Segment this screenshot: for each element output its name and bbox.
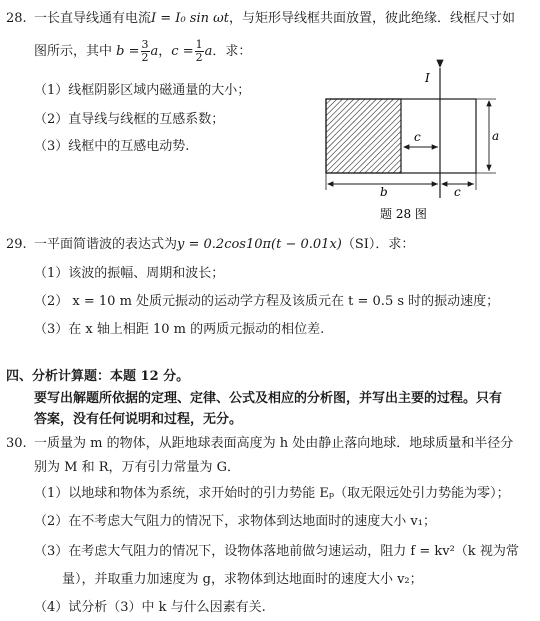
q28-number: 28. [6, 11, 27, 26]
q28-stem-text: 一长直导线通有电流 [34, 11, 152, 26]
q29-item-2: （2） x = 10 m 处质元振动的运动学方程及该质元在 t = 0.5 s 时的振动速度； [34, 294, 500, 309]
q30-stem-line1: 一质量为 m 的物体，从距地球表面高度为 h 处由静止落向地球．地球质量和半径分 [34, 436, 514, 451]
figure-caption: 题 28 图 [380, 207, 427, 221]
label-c-inner: c [414, 130, 421, 144]
c-rhs: a [204, 44, 213, 59]
section4-instruction-2: 答案，没有任何说明和过程，无分。 [34, 412, 243, 427]
c-lhs: c = [171, 44, 194, 59]
c-denominator: 2 [195, 51, 203, 64]
label-I: I [425, 71, 430, 85]
q28-current-formula: I = I₀ sin ωt [151, 11, 229, 26]
q30-item-1: （1）以地球和物体为系统，求开始时的引力势能 Eₚ（取无限远处引力势能为零）； [34, 486, 510, 501]
q29-formula: y = 0.2cos10π(t − 0.01x) [177, 237, 342, 252]
label-a: a [492, 129, 500, 143]
section4-instruction-1: 要写出解题所依据的定理、定律、公式及相应的分析图，并写出主要的过程。只有 [34, 391, 503, 406]
b-denominator: 2 [141, 51, 149, 64]
q30-stem-line2: 别为 M 和 R，万有引力常量为 G． [34, 460, 241, 475]
q28-stem-text-2: ，与矩形导线框共面放置，彼此绝缘．线框尺寸如 [228, 11, 515, 26]
separator: ， [158, 44, 172, 59]
q30-item-3: （3）在考虑大气阻力的情况下，设物体落地前做匀速运动，阻力 f = kv²（k 视为常 [34, 544, 519, 559]
q28-stem-text-4: ．求： [212, 44, 252, 59]
q29-item-3: （3）在 x 轴上相距 10 m 的两质元振动的相位差. [34, 322, 325, 337]
label-c-outer: c [454, 185, 461, 199]
q29-stem-text: 一平面简谐波的表达式为 [34, 237, 178, 252]
q30-item-2: （2）在不考虑大气阻力的情况下，求物体到达地面时的速度大小 v₁； [34, 514, 436, 529]
q30-number: 30. [6, 436, 27, 451]
q29-stem-text-2: （SI）．求： [341, 237, 415, 252]
q28-item-2: （2）直导线与线框的互感系数； [34, 112, 225, 127]
q28-stem-text-3: 图所示，其中 [34, 44, 113, 59]
q28-item-1: （1）线框阴影区域内磁通量的大小； [34, 83, 251, 98]
q30-item-3-cont: 量），并取重力加速度为 g，求物体到达地面时的速度大小 v₂； [62, 572, 423, 587]
q29-stem [34, 238, 414, 251]
label-b: b [380, 185, 388, 199]
b-numerator: 3 [141, 38, 149, 51]
q28-item-3: （3）线框中的互感电动势. [34, 139, 190, 154]
b-rhs: a [150, 44, 159, 59]
hatched-region [326, 99, 401, 173]
q30-item-4: （4）试分析（3）中 k 与什么因素有关. [34, 600, 266, 615]
q29-number: 29. [6, 237, 27, 252]
q28-figure [0, 0, 540, 230]
q29-item-1: （1）该波的振幅、周期和波长； [34, 266, 225, 281]
b-lhs: b = [116, 44, 140, 59]
c-numerator: 1 [195, 38, 203, 51]
section4-title: 四、分析计算题：本题 12 分。 [6, 369, 190, 384]
